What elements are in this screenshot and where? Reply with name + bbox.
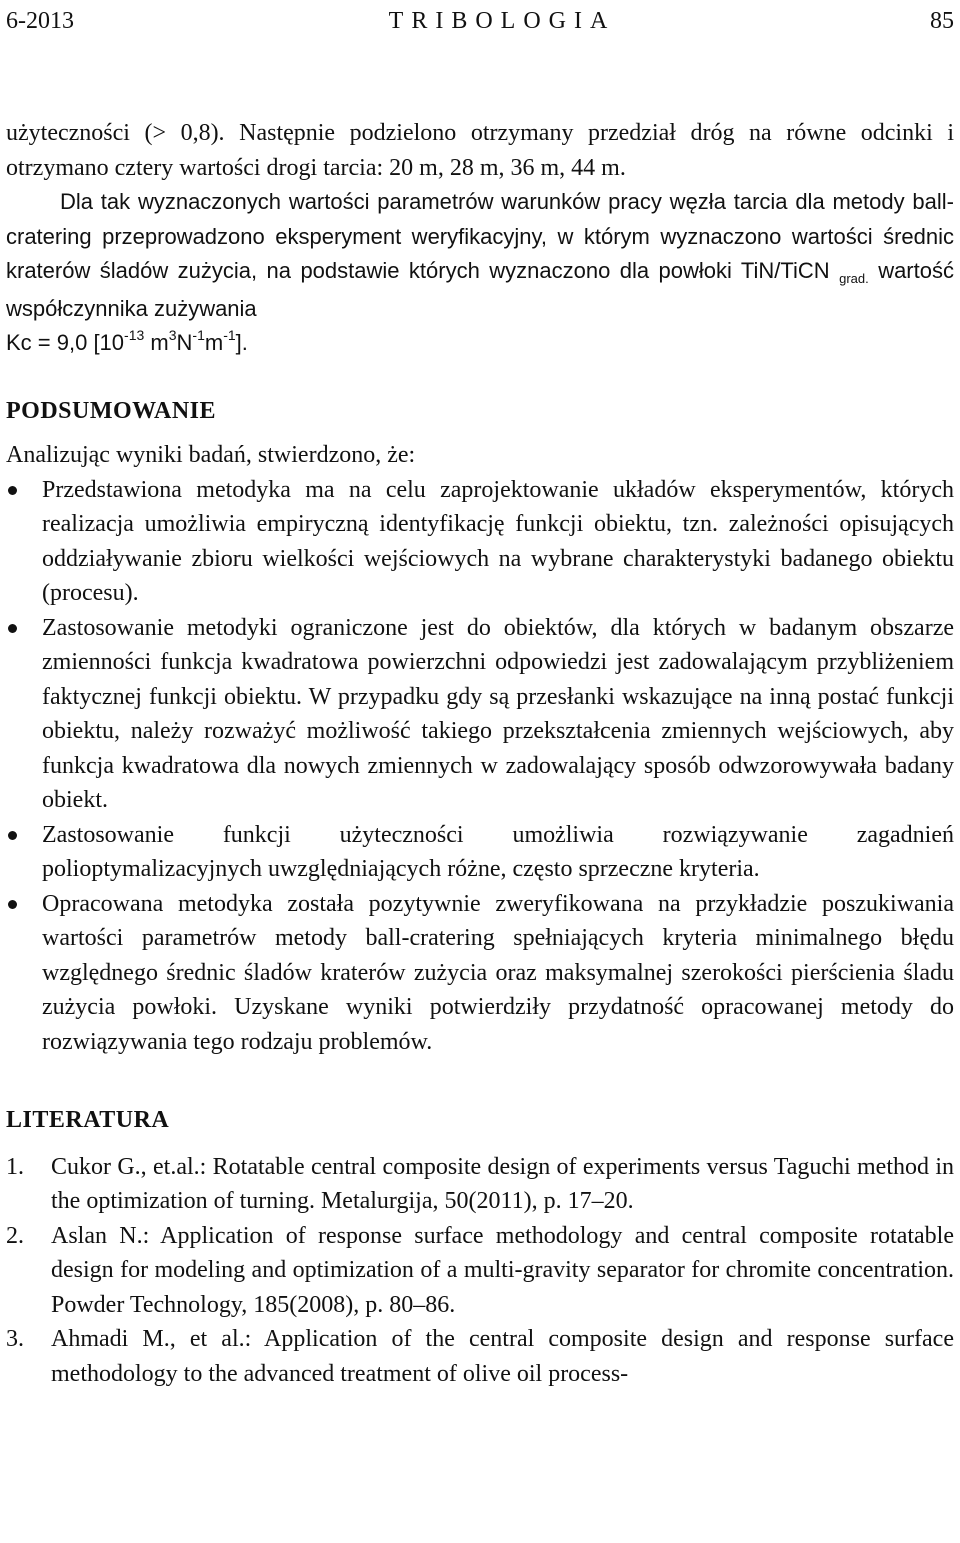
reference-text: Ahmadi M., et al.: Application of the central composite design and response surface methodology to the advanced treatment of olive oil process-: [51, 1326, 954, 1387]
formula-unit-m: m: [144, 330, 169, 355]
bullet-dot-icon: [8, 900, 17, 909]
formula-exponent: -1: [192, 327, 205, 343]
bullet-text: Zastosowanie metodyki ograniczone jest do obiektów, dla których w badanym obszarze zmienności funkcja kwadratowa powierzchni odpowiedzi jest zadowalającym przybliżeniem faktycznej funkcji obiektu. W przypadku gdy są przesłanki wskazujące na inną postać funkcji obiektu, należy rozważyć możliwość takiego przekształcenia zmiennych wejściowych, aby funkcja kwadratowa dla nowych zmiennych w zadowalający sposób odwzorowywała badany obiekt.: [42, 614, 954, 813]
summary-bullet-list: [6, 473, 954, 1060]
journal-title: TRIBOLOGIA: [388, 8, 616, 34]
reference-number: 3.: [6, 1326, 24, 1352]
bullet-item: [6, 887, 954, 1060]
intro-paragraph-2-tail: wartość współczynnika zużywania: [6, 258, 954, 321]
summary-lead: Analizując wyniki badań, stwierdzono, że:: [6, 442, 416, 468]
running-header: [6, 4, 954, 34]
bullet-text: Przedstawiona metodyka ma na celu zaprojektowanie układów eksperymentów, których realizacja umożliwia empiryczną identyfikację funkcji obiektu, tzn. zależności opisujących oddziaływanie zbioru wielkości wejściowych na wybrane charakterystyki badanego obiektu (procesu).: [42, 476, 954, 606]
grad-subscript: grad.: [839, 271, 869, 286]
reference-item: [6, 1150, 954, 1219]
bullet-dot-icon: [8, 486, 17, 495]
reference-item: [6, 1219, 954, 1323]
reference-number: 2.: [6, 1222, 24, 1249]
reference-list: [6, 1150, 954, 1392]
intro-paragraph-2-text: Dla tak wyznaczonych wartości parametrów warunków pracy węzła tarcia dla metody ball-cratering przeprowadzono eksperyment weryfikacyjny, w którym wyznaczono wartości średnic kraterów śladów zużycia, na podstawie których wyznaczono dla powłoki TiN/TiCN: [6, 189, 954, 283]
reference-item: [6, 1322, 954, 1391]
bullet-text: Opracowana metodyka została pozytywnie zweryfikowana na przykładzie poszukiwania wartości parametrów metody ball-cratering spełniających kryteria minimalnego błędu względnego średnic śladów kraterów zużycia oraz maksymalnej szerokości pierścienia śladu zużycia powłoki. Uzyskane wyniki potwierdziły przydatność opracowanej metody do rozwiązywania tego rodzaju problemów.: [42, 890, 954, 1055]
page-content: [6, 116, 954, 1391]
intro-paragraph-2: [6, 185, 954, 363]
formula-unit-m: m: [204, 330, 224, 355]
issue-label: 6-2013: [6, 8, 74, 34]
bullet-item: [6, 611, 954, 818]
bullet-item: [6, 818, 954, 887]
bullet-text: Zastosowanie funkcji użyteczności umożliwia rozwiązywanie zagadnień polioptymalizacyjnych uwzględniających różne, często sprzeczne kryteria.: [42, 821, 954, 882]
bullet-item: [6, 473, 954, 611]
formula-exponent: -13: [124, 327, 145, 343]
formula-lhs: Kc = 9,0 [10: [6, 330, 125, 355]
formula-exponent: 3: [168, 327, 177, 343]
bullet-dot-icon: [8, 831, 17, 840]
formula-exponent: -1: [223, 327, 236, 343]
intro-paragraph-1: użyteczności (> 0,8). Następnie podzielono otrzymany przedział dróg na równe odcinki i otrzymano cztery wartości drogi tarcia: 20 m, 28 m, 36 m, 44 m.: [6, 120, 954, 181]
reference-text: Aslan N.: Application of response surface methodology and central composite rotatable design for modeling and optimization of a multi-gravity separator for chromite concentration. Powder Technology, 185(2008), p. 80–86.: [51, 1222, 954, 1318]
reference-text: Cukor G., et.al.: Rotatable central composite design of experiments versus Taguchi method in the optimization of turning. Metalurgija, 50(2011), p. 17–20.: [51, 1153, 954, 1214]
formula-end: ].: [235, 330, 248, 355]
bullet-dot-icon: [8, 624, 17, 633]
formula-unit-n: N: [176, 330, 193, 355]
section-heading-literature: LITERATURA: [6, 1107, 170, 1133]
kc-formula: [6, 327, 248, 355]
section-heading-summary: PODSUMOWANIE: [6, 397, 217, 424]
page-number: 85: [930, 8, 954, 34]
reference-number: 1.: [6, 1153, 24, 1180]
